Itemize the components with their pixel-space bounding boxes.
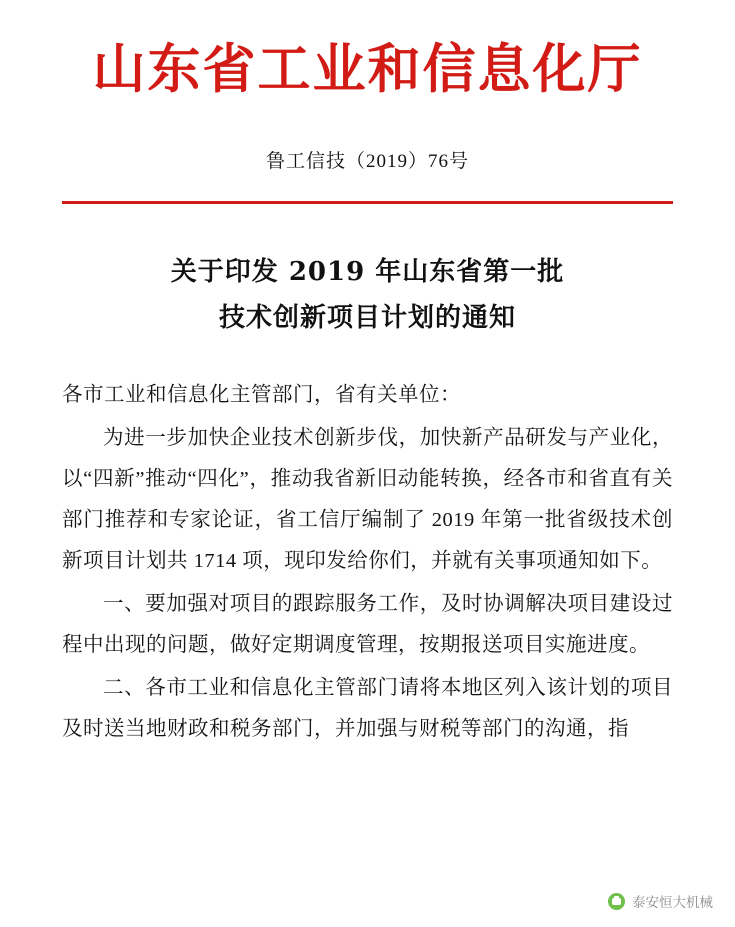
watermark-label: 泰安恒大机械 <box>632 895 713 910</box>
document-title <box>62 250 673 341</box>
paragraph-salutation: 各市工业和信息化主管部门，省有关单位： <box>62 384 461 407</box>
paragraph-intro: 为进一步加快企业技术创新步伐，加快新产品研发与产业化，以“四新”推动“四化”，推动我省新旧动能转换，经各市和省直有关部门推荐和专家论证，省工信厅编制了 2019 年第一批省级技术创新项目计划共 1714 项，现印发给你们，并就有关事项通知如下。 <box>62 427 673 573</box>
document-title-line-1: 关于印发 2019 年山东省第一批 <box>170 257 565 288</box>
document-header <box>62 0 673 173</box>
paragraph-item-one: 一、要加强对项目的跟踪服务工作，及时协调解决项目建设过程中出现的问题，做好定期调度管理，按期报送项目实施进度。 <box>62 593 673 657</box>
document-body <box>62 375 673 750</box>
document-number: 鲁工信技（2019）76号 <box>265 151 469 173</box>
issuer-title: 山东省工业和信息化厅 <box>92 38 643 100</box>
red-divider-rule <box>62 201 673 204</box>
wechat-account-logo-icon <box>608 893 625 910</box>
document-title-line-2: 技术创新项目计划的通知 <box>218 302 516 333</box>
watermark <box>608 891 713 911</box>
paragraph-item-two: 二、各市工业和信息化主管部门请将本地区列入该计划的项目及时送当地财政和税务部门，并加强与财税等部门的沟通，指 <box>62 677 673 741</box>
